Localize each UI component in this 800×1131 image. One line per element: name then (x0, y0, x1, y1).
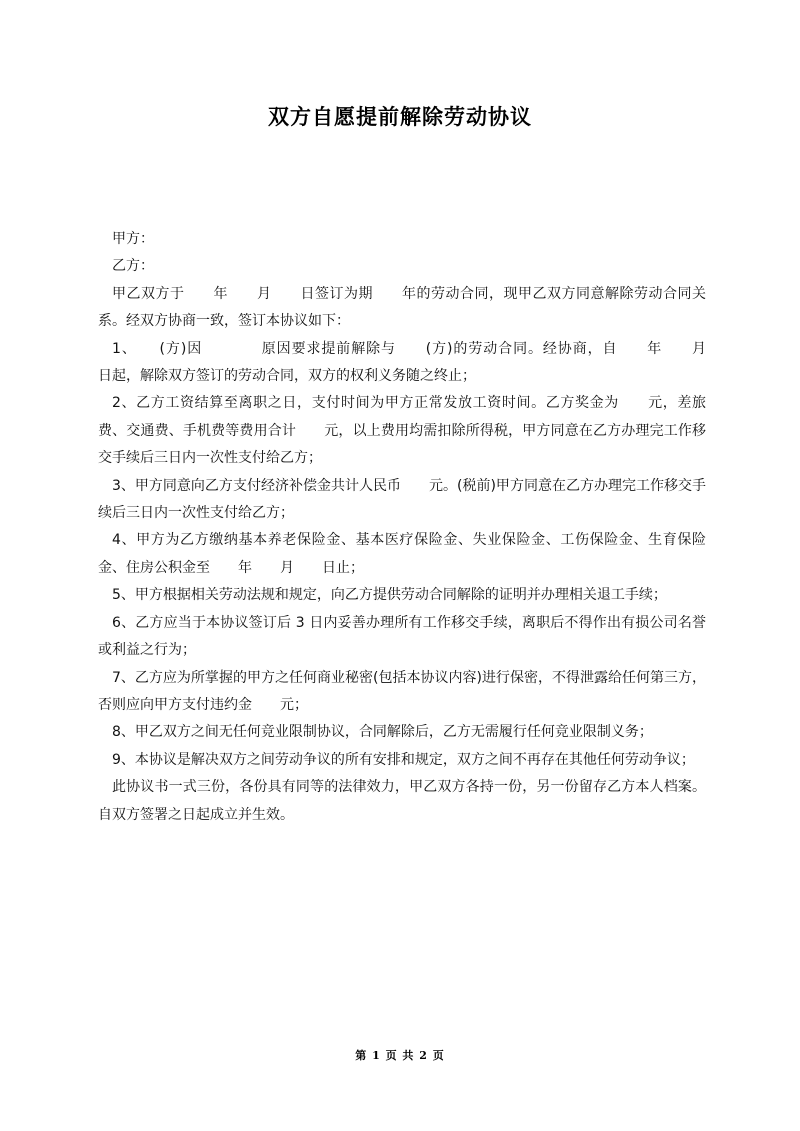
paragraph-intro: 甲乙双方于 年 月 日签订为期 年的劳动合同，现甲乙双方同意解除劳动合同关系。经双方协商一致，签订本协议如下： (98, 285, 706, 330)
party-b-line: 乙方： (112, 258, 154, 275)
document-title: 双方自愿提前解除劳动协议 (268, 105, 532, 129)
clause-7: 7、乙方应为所掌握的甲方之任何商业秘密(包括本协议内容)进行保密，不得泄露给任何第三方，否则应向甲方支付违约金 元； (98, 669, 706, 713)
page-indicator: 第 1 页 共 2 页 (355, 1049, 445, 1062)
clause-3: 3、甲方同意向乙方支付经济补偿金共计人民币 元。(税前)甲方同意在乙方办理完工作移交手续后三日内一次性支付给乙方； (98, 477, 706, 522)
clause-1: 1、 (方)因 原因要求提前解除与 (方)的劳动合同。经协商，自 年 月 日起，解除双方签订的劳动合同，双方的权利义务随之终止； (98, 340, 734, 385)
clause-8: 8、甲乙双方之间无任何竞业限制协议，合同解除后，乙方无需履行任何竞业限制义务； (112, 724, 653, 741)
document-body (98, 226, 734, 829)
clause-9: 9、本协议是解决双方之间劳动争议的所有安排和规定，双方之间不再存在其他任何劳动争议； (112, 751, 695, 768)
clause-2: 2、乙方工资结算至离职之日，支付时间为甲方正常发放工资时间。乙方奖金为 元，差旅费、交通费、手机费等费用合计 元，以上费用均需扣除所得税，甲方同意在乙方办理完工作移交手续后三日内一次性支付给乙方； (98, 395, 706, 467)
clause-6: 6、乙方应当于本协议签订后 3 日内妥善办理所有工作移交手续，离职后不得作出有损公司名誉或利益之行为； (98, 614, 706, 659)
clause-4: 4、甲方为乙方缴纳基本养老保险金、基本医疗保险金、失业保险金、工伤保险金、生育保险金、住房公积金至 年 月 日止； (98, 532, 706, 576)
party-a-line: 甲方： (112, 231, 154, 247)
clause-5: 5、甲方根据相关劳动法规和规定，向乙方提供劳动合同解除的证明并办理相关退工手续； (112, 587, 667, 604)
closing-paragraph: 此协议书一式三份，各份具有同等的法律效力，甲乙双方各持一份，另一份留存乙方本人档案。自双方签署之日起成立并生效。 (98, 779, 706, 823)
